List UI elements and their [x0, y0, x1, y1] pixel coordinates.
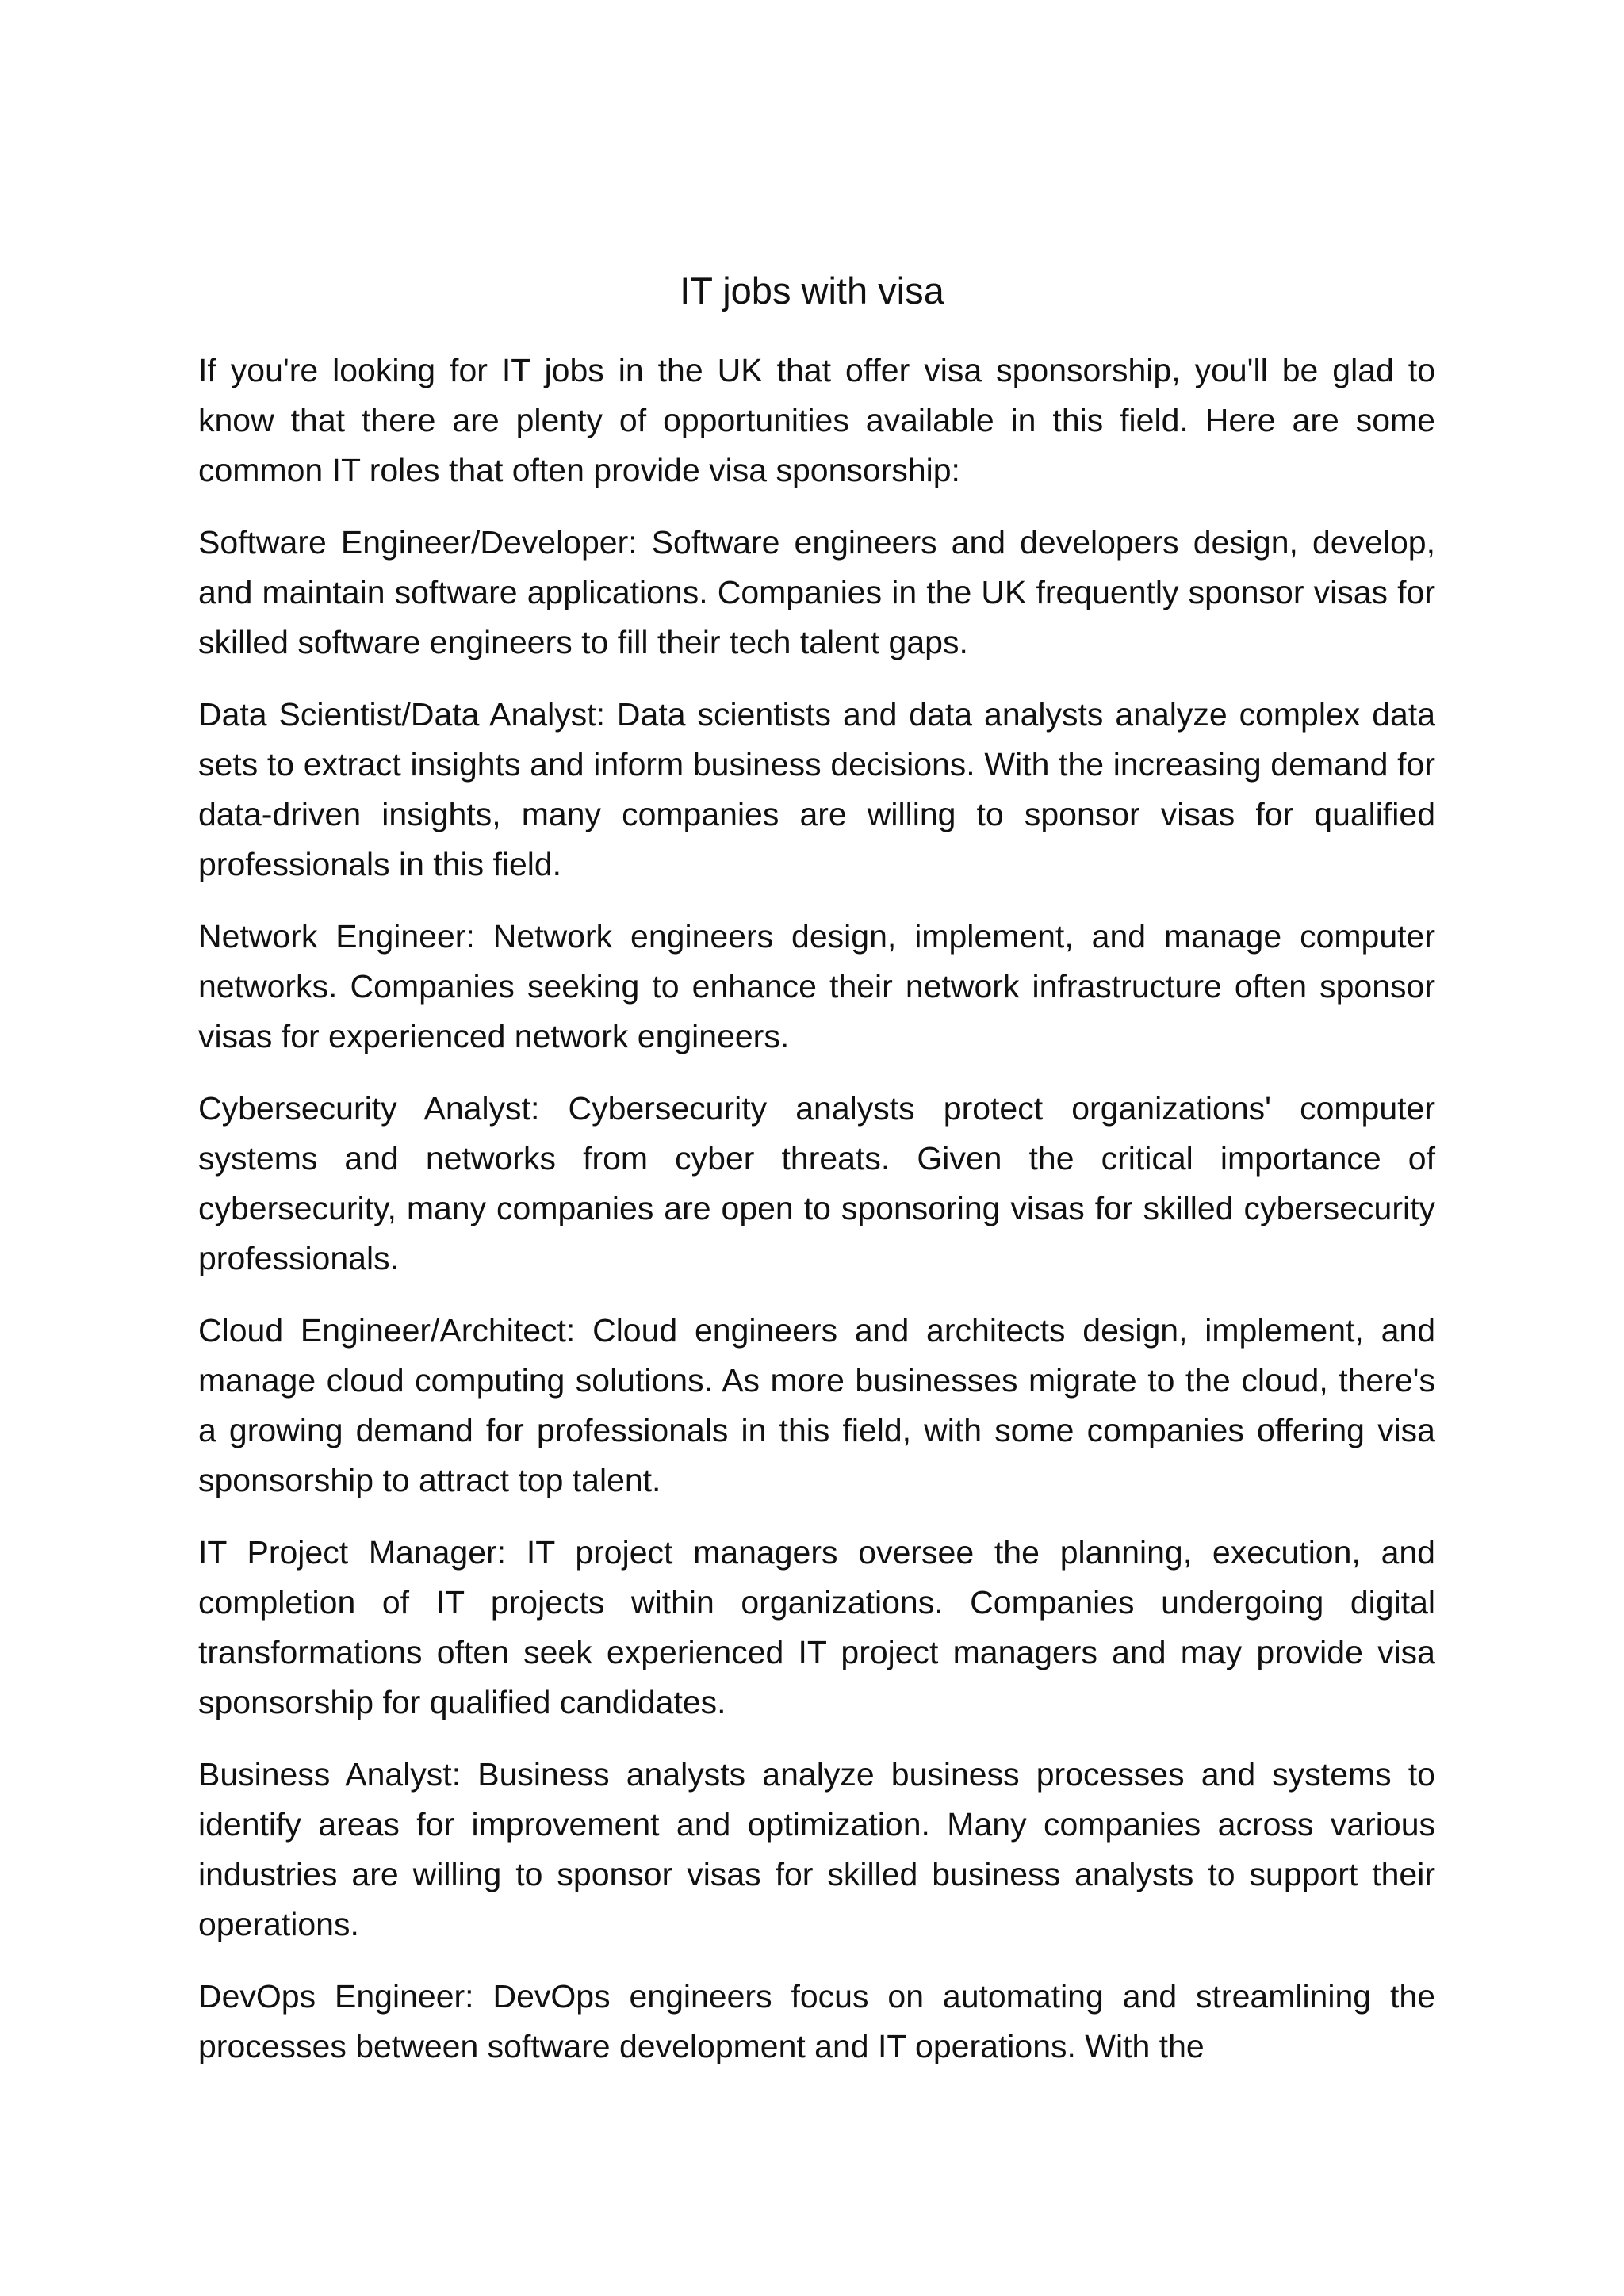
software-engineer-paragraph: Software Engineer/Developer: Software engineers and developers design, develop, and maintain software applications. Companies in the UK frequently sponsor visas for skilled software engineers to fill their tech talent gaps. [198, 524, 1435, 660]
document-body [198, 346, 1435, 2072]
document-title: IT jobs with visa [680, 270, 944, 312]
business-analyst-paragraph: Business Analyst: Business analysts analyze business processes and systems to identify areas for improvement and optimization. Many companies across various industries are willing to sponsor visas for skilled business analysts to support their operations. [198, 1756, 1435, 1942]
cloud-engineer-paragraph: Cloud Engineer/Architect: Cloud engineers and architects design, implement, and manage cloud computing solutions. As more businesses migrate to the cloud, there's a growing demand for professionals in this field, with some companies offering visa sponsorship to attract top talent. [198, 1312, 1435, 1498]
network-engineer-paragraph: Network Engineer: Network engineers design, implement, and manage computer networks. Companies seeking to enhance their network infrastructure often sponsor visas for experienced network engineers. [198, 918, 1435, 1054]
intro-paragraph: If you're looking for IT jobs in the UK that offer visa sponsorship, you'll be glad to know that there are plenty of opportunities available in this field. Here are some common IT roles that often provide visa sponsorship: [198, 352, 1435, 488]
devops-engineer-paragraph: DevOps Engineer: DevOps engineers focus on automating and streamlining the processes between software development and IT operations. With the [198, 1978, 1435, 2064]
cybersecurity-analyst-paragraph: Cybersecurity Analyst: Cybersecurity analysts protect organizations' computer systems and networks from cyber threats. Given the critical importance of cybersecurity, many companies are open to sponsoring visas for skilled cybersecurity professionals. [198, 1090, 1435, 1276]
it-project-manager-paragraph: IT Project Manager: IT project managers oversee the planning, execution, and completion of IT projects within organizations. Companies undergoing digital transformations often seek experienced IT project managers and may provide visa sponsorship for qualified candidates. [198, 1534, 1435, 1720]
data-scientist-paragraph: Data Scientist/Data Analyst: Data scientists and data analysts analyze complex data sets to extract insights and inform business decisions. With the increasing demand for data-driven insights, many companies are willing to sponsor visas for qualified professionals in this field. [198, 696, 1435, 882]
